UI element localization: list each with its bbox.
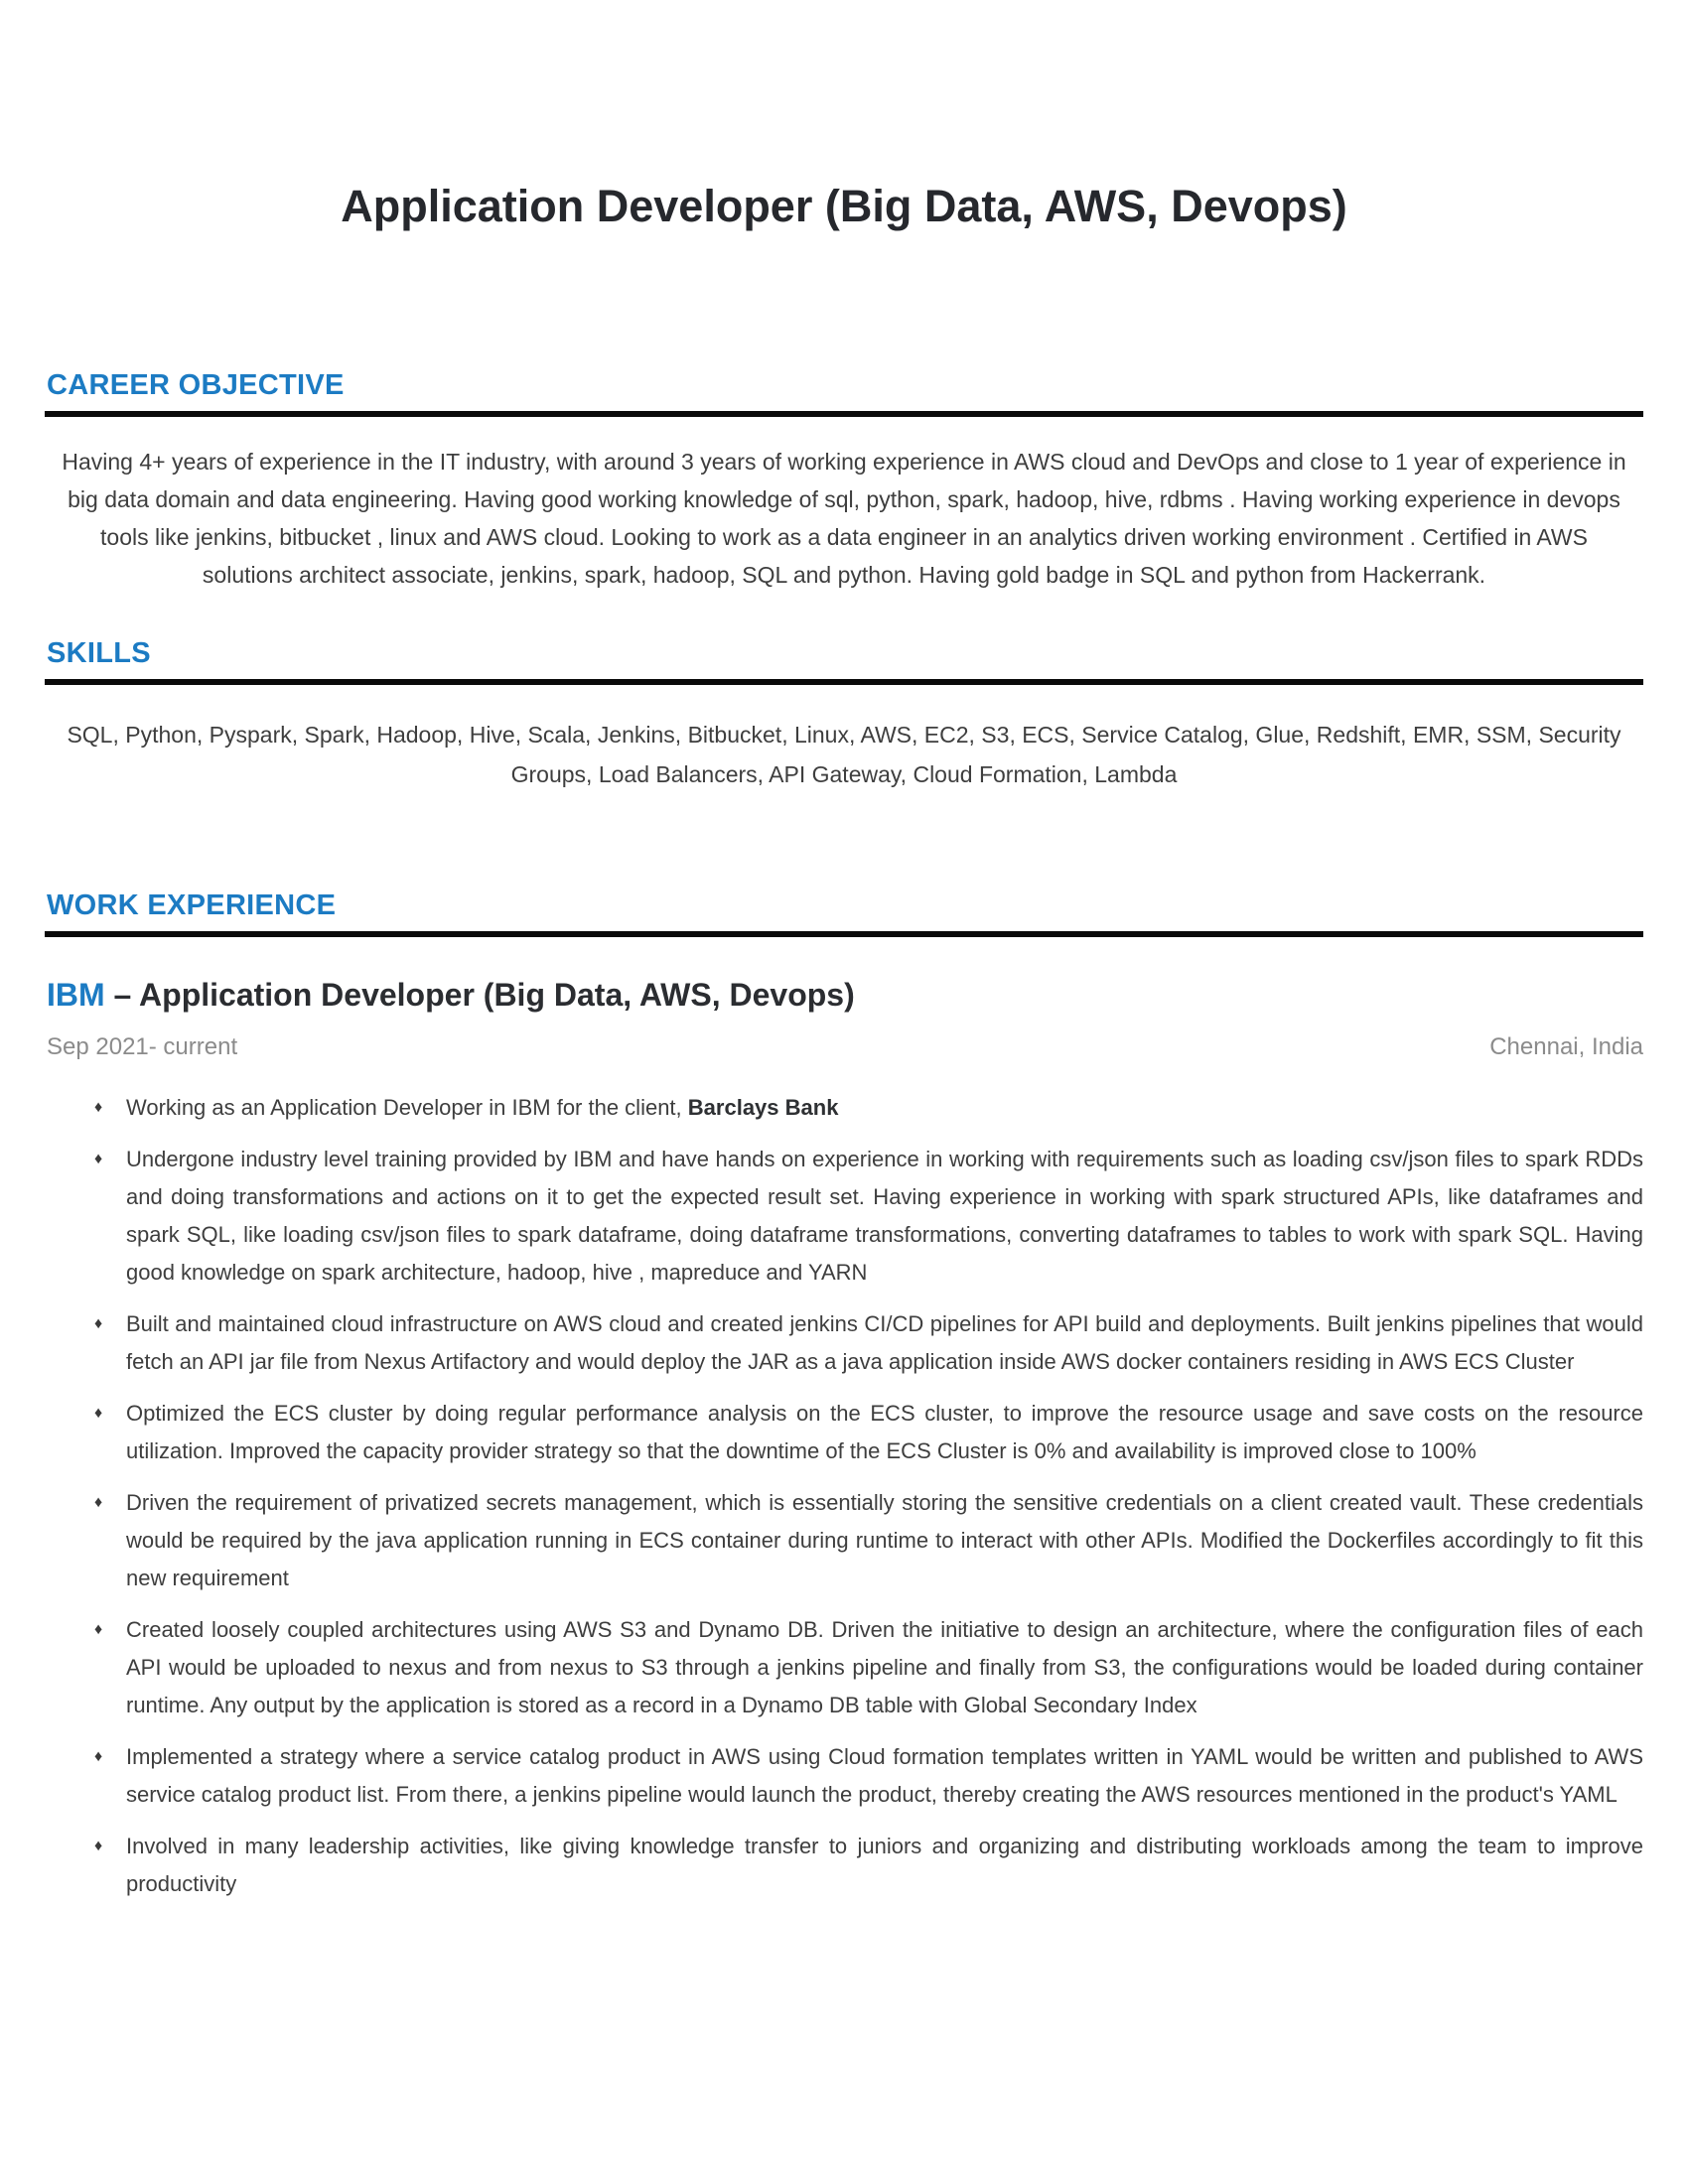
bullet-diamond-icon: ♦: [94, 1098, 103, 1116]
job-dates: Sep 2021- current: [47, 1032, 238, 1060]
bullet-diamond-icon: ♦: [94, 1314, 103, 1332]
bullet-text: Undergone industry level training provided by IBM and have hands on experience in working with requirements such as loading csv/json files to spark RDDs and doing transformations and actions on it to get the expected result set. Having experience in working with spark structured APIs, like dataframes and spark SQL, like loading csv/json files to spark dataframe, doing dataframe transformations, converting dataframes to tables to work with spark SQL. Having good knowledge on spark architecture, hadoop, hive , mapreduce and YARN: [126, 1146, 1643, 1285]
bullet-item: [45, 1611, 1643, 1724]
job-title-separator: –: [104, 976, 140, 1013]
bullet-diamond-icon: ♦: [94, 1404, 103, 1422]
bullet-item: [45, 1089, 1643, 1127]
job-meta-row: [45, 1033, 1643, 1061]
bullet-diamond-icon: ♦: [94, 1837, 103, 1854]
job-bullet-list: [45, 1089, 1643, 1903]
page-title: Application Developer (Big Data, AWS, Devops): [341, 181, 1347, 231]
section-work-experience: [45, 889, 1643, 1903]
bullet-item: [45, 1395, 1643, 1470]
bullet-text: Created loosely coupled architectures using AWS S3 and Dynamo DB. Driven the initiative to design an architecture, where the configuration files of each API would be uploaded to nexus and from nexus to S3 through a jenkins pipeline and finally from S3, the configurations would be loaded during container runtime. Any output by the application is stored as a record in a Dynamo DB table with Global Secondary Index: [126, 1616, 1643, 1717]
bullet-item: [45, 1305, 1643, 1381]
job-location: Chennai, India: [1489, 1032, 1643, 1060]
job-title-row: [45, 977, 1643, 1014]
career-objective-heading: CAREER OBJECTIVE: [45, 369, 1643, 417]
bullet-text: Working as an Application Developer in IBM for the client, Barclays Bank: [126, 1094, 839, 1120]
bullet-text: Implemented a strategy where a service catalog product in AWS using Cloud formation templates written in YAML would be written and published to AWS service catalog product list. From there, a jenkins pipeline would launch the product, thereby creating the AWS resources mentioned in the product's YAML: [126, 1743, 1643, 1807]
bullet-item: [45, 1484, 1643, 1597]
job-company: IBM: [47, 976, 105, 1013]
bullet-text: Driven the requirement of privatized secrets management, which is essentially storing the sensitive credentials on a client created vault. These credentials would be required by the java application running in ECS container during runtime to interact with other APIs. Modified the Dockerfiles accordingly to fit this new requirement: [126, 1489, 1643, 1590]
bullet-item: [45, 1828, 1643, 1903]
bullet-text: Optimized the ECS cluster by doing regular performance analysis on the ECS cluster, to improve the resource usage and save costs on the resource utilization. Improved the capacity provider strategy so that the downtime of the ECS Cluster is 0% and availability is improved close to 100%: [126, 1400, 1643, 1463]
bullet-item: [45, 1141, 1643, 1292]
bullet-diamond-icon: ♦: [94, 1150, 103, 1167]
bullet-diamond-icon: ♦: [94, 1620, 103, 1638]
section-skills: [45, 637, 1643, 794]
bullet-diamond-icon: ♦: [94, 1493, 103, 1511]
section-career-objective: [45, 369, 1643, 594]
bullet-text: Built and maintained cloud infrastructure on AWS cloud and created jenkins CI/CD pipelines for API build and deployments. Built jenkins pipelines that would fetch an API jar file from Nexus Artifactory and would deploy the JAR as a java application inside AWS docker containers residing in AWS ECS Cluster: [126, 1310, 1643, 1374]
job-role: Application Developer (Big Data, AWS, Devops): [139, 976, 855, 1013]
bullet-diamond-icon: ♦: [94, 1747, 103, 1765]
work-experience-heading: WORK EXPERIENCE: [45, 889, 1643, 937]
career-objective-text: Having 4+ years of experience in the IT industry, with around 3 years of working experience in AWS cloud and DevOps and close to 1 year of experience in big data domain and data engineering. Having good working knowledge of sql, python, spark, hadoop, hive, rdbms . Having working experience in devops tools like jenkins, bitbucket , linux and AWS cloud. Looking to work as a data engineer in an analytics driven working environment . Certified in AWS solutions architect associate, jenkins, spark, hadoop, SQL and python. Having gold badge in SQL and python from Hackerrank.: [62, 448, 1626, 588]
bullet-text: Involved in many leadership activities, like giving knowledge transfer to juniors and organizing and distributing workloads among the team to improve productivity: [126, 1833, 1643, 1896]
bullet-item: [45, 1738, 1643, 1814]
skills-heading: SKILLS: [45, 637, 1643, 685]
skills-text: SQL, Python, Pyspark, Spark, Hadoop, Hive, Scala, Jenkins, Bitbucket, Linux, AWS, EC2, S3, ECS, Service Catalog, Glue, Redshift, EMR, SSM, Security Groups, Load Balancers, API Gateway, Cloud Formation, Lambda: [67, 721, 1621, 787]
